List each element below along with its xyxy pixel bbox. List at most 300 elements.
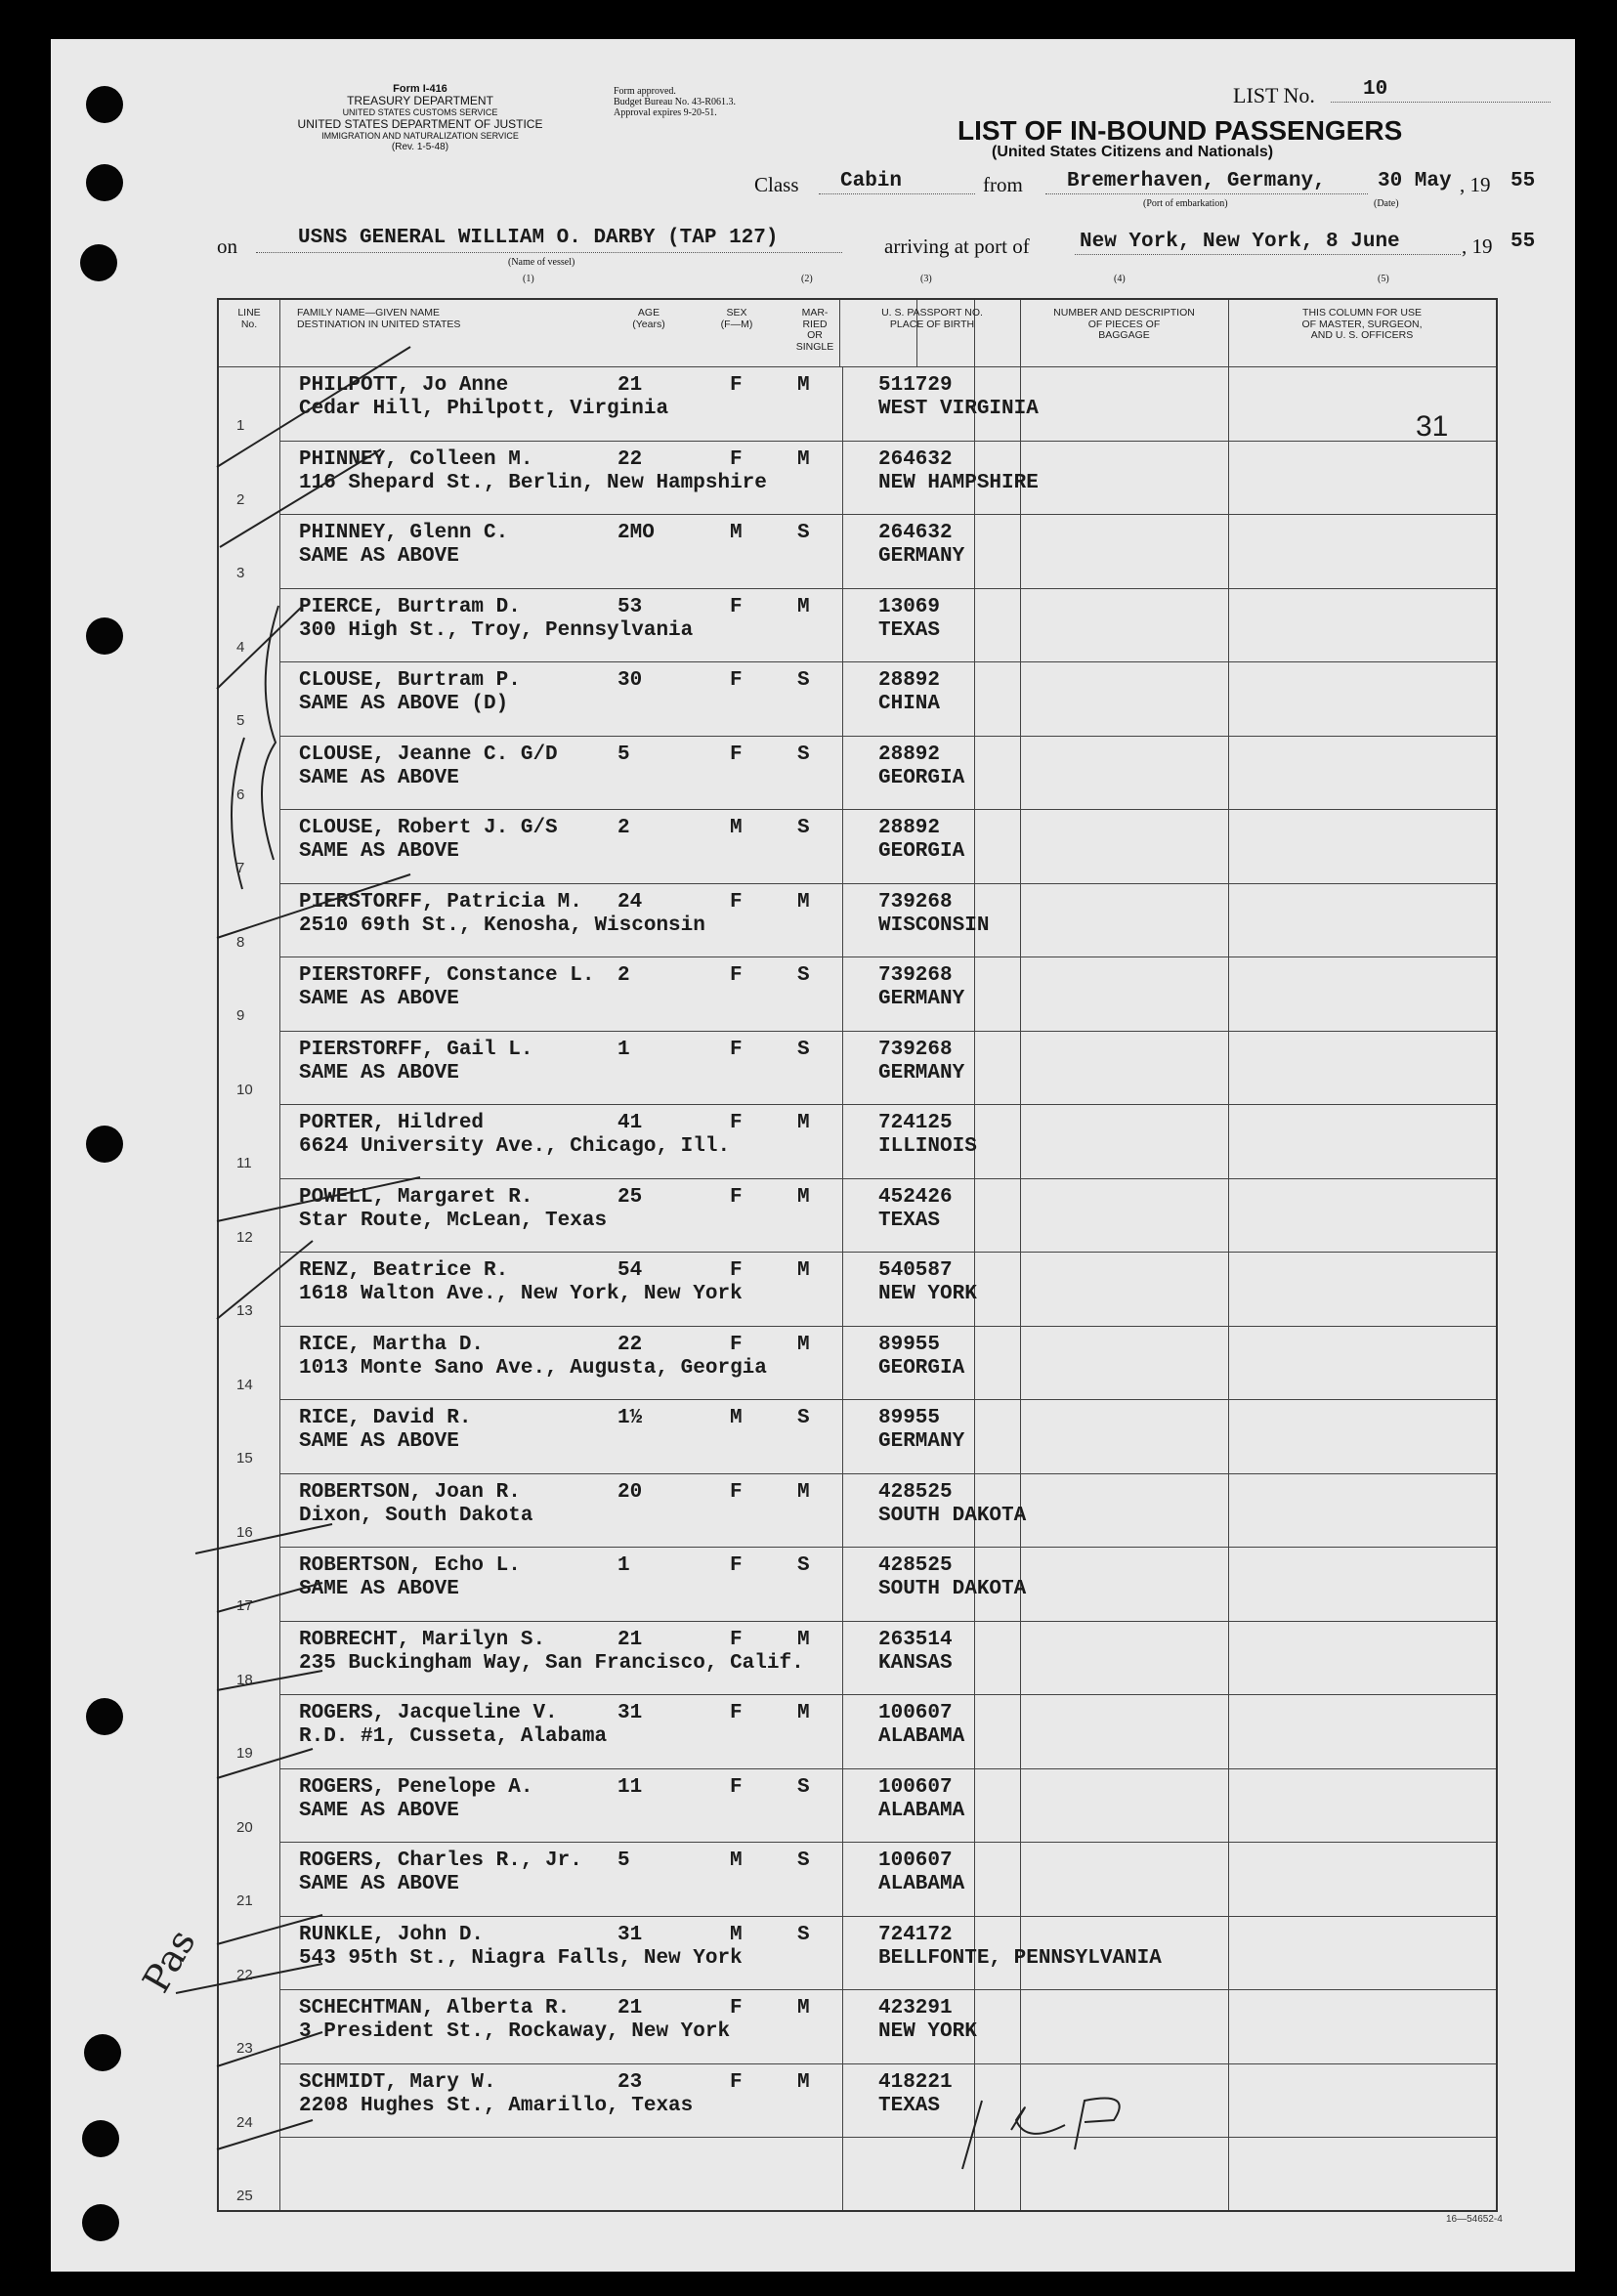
passenger-name: ROGERS, Penelope A. bbox=[299, 1775, 533, 1799]
col-num-3: (3) bbox=[920, 274, 932, 284]
line-number: 14 bbox=[236, 1376, 253, 1393]
place-of-birth: NEW HAMPSHIRE bbox=[878, 471, 1039, 494]
destination: 2208 Hughes St., Amarillo, Texas bbox=[299, 2094, 694, 2117]
passport-number: 263514 bbox=[878, 1628, 953, 1651]
col-officers: THIS COLUMN FOR USE OF MASTER, SURGEON, AND U. S. OFFICERS bbox=[1301, 307, 1423, 341]
col-num-5: (5) bbox=[1378, 274, 1389, 284]
place-of-birth: SOUTH DAKOTA bbox=[878, 1578, 1027, 1600]
passenger-table bbox=[217, 298, 1498, 2212]
sex: F bbox=[730, 1185, 743, 1209]
sex: F bbox=[730, 1775, 743, 1799]
row-divider bbox=[279, 1842, 1496, 1843]
sex: F bbox=[730, 1112, 743, 1134]
binder-hole bbox=[86, 1698, 123, 1735]
destination: Star Route, McLean, Texas bbox=[299, 1209, 608, 1232]
table-row bbox=[219, 736, 1496, 809]
table-row bbox=[219, 1104, 1496, 1177]
table-row bbox=[219, 588, 1496, 661]
table-row bbox=[219, 1842, 1496, 1915]
arrival-year-prefix: , 19 bbox=[1462, 234, 1493, 258]
passport-number: 739268 bbox=[878, 1038, 953, 1061]
approval-line-3: Approval expires 9-20-51. bbox=[614, 107, 717, 118]
marital-status: S bbox=[797, 964, 810, 987]
passport-number: 423291 bbox=[878, 1997, 953, 2020]
table-row bbox=[219, 661, 1496, 735]
form-title: LIST OF IN-BOUND PASSENGERS bbox=[957, 115, 1403, 146]
marital-status: S bbox=[797, 1038, 810, 1061]
table-row bbox=[219, 957, 1496, 1030]
destination: R.D. #1, Cusseta, Alabama bbox=[299, 1725, 608, 1748]
passport-number: 13069 bbox=[878, 595, 941, 618]
sex: F bbox=[730, 964, 743, 987]
table-row bbox=[219, 1694, 1496, 1767]
passport-number: 28892 bbox=[878, 743, 941, 766]
row-divider bbox=[279, 1252, 1496, 1253]
sex: F bbox=[730, 1628, 743, 1651]
footer-code: 16—54652-4 bbox=[1446, 2214, 1503, 2225]
age: 21 bbox=[617, 1628, 643, 1651]
line-number: 11 bbox=[236, 1155, 252, 1171]
sex: F bbox=[730, 1333, 743, 1356]
binder-hole bbox=[80, 244, 117, 281]
age: 22 bbox=[617, 447, 643, 471]
marital-status: S bbox=[797, 1407, 810, 1429]
place-of-birth: TEXAS bbox=[878, 1209, 941, 1232]
destination: 3 President St., Rockaway, New York bbox=[299, 2020, 731, 2043]
marital-status: M bbox=[797, 447, 810, 471]
approval-block bbox=[614, 86, 736, 118]
list-no-underline bbox=[1331, 102, 1551, 103]
age: 54 bbox=[617, 1259, 643, 1282]
marital-status: M bbox=[797, 1185, 810, 1209]
col-married: MAR- RIED OR SINGLE bbox=[795, 307, 834, 353]
age: 1 bbox=[617, 1554, 630, 1577]
passport-number: 89955 bbox=[878, 1407, 941, 1429]
row-divider bbox=[279, 441, 1496, 442]
arrival-underline bbox=[1075, 254, 1461, 255]
place-of-birth: CHINA bbox=[878, 693, 941, 715]
marital-status: M bbox=[797, 374, 810, 397]
arrival-port: New York, New York, 8 June bbox=[1080, 231, 1400, 253]
destination: 1013 Monte Sano Ave., Augusta, Georgia bbox=[299, 1356, 767, 1380]
age: 1½ bbox=[617, 1407, 643, 1429]
table-row bbox=[219, 1473, 1496, 1547]
passenger-name: PHILPOTT, Jo Anne bbox=[299, 374, 509, 397]
col-num-1: (1) bbox=[523, 274, 534, 284]
ins-service: IMMIGRATION AND NATURALIZATION SERVICE bbox=[321, 131, 519, 141]
line-number: 22 bbox=[236, 1966, 253, 1983]
line-number: 25 bbox=[236, 2188, 253, 2204]
marital-status: M bbox=[797, 1259, 810, 1282]
marital-status: S bbox=[797, 1775, 810, 1799]
table-row bbox=[219, 366, 1496, 443]
sex: M bbox=[730, 522, 743, 544]
age: 31 bbox=[617, 1702, 643, 1724]
passport-number: 428525 bbox=[878, 1480, 953, 1504]
table-row bbox=[219, 1989, 1496, 2062]
table-row bbox=[219, 1768, 1496, 1842]
passport-number: 418221 bbox=[878, 2070, 953, 2094]
age: 2MO bbox=[617, 522, 655, 544]
destination: SAME AS ABOVE bbox=[299, 988, 459, 1010]
row-divider bbox=[279, 1178, 1496, 1179]
line-number: 8 bbox=[236, 933, 245, 951]
passport-number: 724125 bbox=[878, 1112, 953, 1134]
line-number: 9 bbox=[236, 1007, 245, 1024]
line-number: 15 bbox=[236, 1450, 253, 1467]
passenger-name: ROGERS, Jacqueline V. bbox=[299, 1702, 558, 1724]
justice-dept: UNITED STATES DEPARTMENT OF JUSTICE bbox=[297, 117, 543, 131]
passport-number: 264632 bbox=[878, 522, 953, 544]
table-row bbox=[219, 1031, 1496, 1104]
marital-status: M bbox=[797, 1628, 810, 1651]
marital-status: S bbox=[797, 669, 810, 692]
row-divider bbox=[279, 1399, 1496, 1400]
marital-status: M bbox=[797, 890, 810, 914]
row-divider bbox=[279, 661, 1496, 662]
age: 23 bbox=[617, 2070, 643, 2094]
passenger-name: SCHECHTMAN, Alberta R. bbox=[299, 1997, 571, 2020]
place-of-birth: GERMANY bbox=[878, 1430, 965, 1453]
from-label: from bbox=[983, 173, 1023, 196]
sex: M bbox=[730, 1923, 743, 1946]
passport-number: 724172 bbox=[878, 1923, 953, 1946]
table-row bbox=[219, 1547, 1496, 1620]
row-divider bbox=[279, 1104, 1496, 1105]
binder-hole bbox=[86, 617, 123, 655]
row-divider bbox=[279, 1989, 1496, 1990]
destination: SAME AS ABOVE bbox=[299, 1061, 459, 1084]
line-number: 5 bbox=[236, 712, 245, 729]
place-of-birth: ALABAMA bbox=[878, 1873, 965, 1895]
table-row bbox=[219, 1326, 1496, 1399]
passenger-name: ROBRECHT, Marilyn S. bbox=[299, 1628, 546, 1651]
passport-number: 100607 bbox=[878, 1702, 953, 1724]
marital-status: M bbox=[797, 1480, 810, 1504]
line-number: 2 bbox=[236, 490, 245, 508]
destination: SAME AS ABOVE bbox=[299, 1430, 459, 1453]
col-num-2: (2) bbox=[801, 274, 813, 284]
passenger-name: ROGERS, Charles R., Jr. bbox=[299, 1850, 582, 1872]
line-number: 23 bbox=[236, 2040, 253, 2057]
list-no-value: 10 bbox=[1363, 78, 1388, 101]
line-number: 12 bbox=[236, 1228, 253, 1246]
age: 30 bbox=[617, 669, 643, 692]
destination: SAME AS ABOVE bbox=[299, 545, 459, 568]
sex: M bbox=[730, 817, 743, 839]
row-divider bbox=[279, 1473, 1496, 1474]
table-row bbox=[219, 883, 1496, 957]
destination: Cedar Hill, Philpott, Virginia bbox=[299, 398, 669, 420]
row-divider bbox=[279, 736, 1496, 737]
line-number: 24 bbox=[236, 2113, 253, 2131]
passenger-name: ROBERTSON, Joan R. bbox=[299, 1480, 521, 1504]
passenger-name: PHINNEY, Colleen M. bbox=[299, 447, 533, 471]
marital-status: M bbox=[797, 1702, 810, 1724]
destination: 235 Buckingham Way, San Francisco, Calif. bbox=[299, 1651, 804, 1675]
passenger-name: CLOUSE, Jeanne C. G/D bbox=[299, 743, 558, 766]
line-number: 21 bbox=[236, 1892, 253, 1909]
place-of-birth: WEST VIRGINIA bbox=[878, 398, 1039, 420]
passenger-name: PIERSTORFF, Gail L. bbox=[299, 1038, 533, 1061]
line-number: 7 bbox=[236, 860, 245, 876]
passport-number: 511729 bbox=[878, 374, 953, 397]
treasury-dept: TREASURY DEPARTMENT bbox=[347, 94, 493, 107]
age: 2 bbox=[617, 964, 630, 987]
passport-number: 28892 bbox=[878, 669, 941, 692]
sex: F bbox=[730, 447, 743, 471]
col-sex: SEX (F—M) bbox=[720, 307, 753, 330]
date-caption: (Date) bbox=[1374, 198, 1399, 209]
class-label: Class bbox=[754, 173, 799, 196]
line-number: 3 bbox=[236, 565, 245, 581]
destination: 116 Shepard St., Berlin, New Hampshire bbox=[299, 471, 767, 494]
destination: SAME AS ABOVE bbox=[299, 1873, 459, 1895]
table-row bbox=[219, 1252, 1496, 1325]
marital-status: M bbox=[797, 1112, 810, 1134]
row-divider bbox=[279, 1031, 1496, 1032]
marital-status: S bbox=[797, 522, 810, 544]
place-of-birth: NEW YORK bbox=[878, 1283, 977, 1305]
table-row bbox=[219, 1916, 1496, 1989]
place-of-birth: WISCONSIN bbox=[878, 914, 990, 937]
line-number: 18 bbox=[236, 1671, 253, 1688]
sex: F bbox=[730, 1259, 743, 1282]
passport-number: 739268 bbox=[878, 890, 953, 914]
marital-status: S bbox=[797, 1850, 810, 1872]
place-of-birth: NEW YORK bbox=[878, 2020, 977, 2043]
destination: 300 High St., Troy, Pennsylvania bbox=[299, 618, 694, 642]
destination: SAME AS ABOVE bbox=[299, 1799, 459, 1822]
form-subtitle: (United States Citizens and Nationals) bbox=[992, 144, 1274, 160]
line-number: 17 bbox=[236, 1597, 253, 1614]
binder-hole bbox=[82, 2120, 119, 2157]
sex: F bbox=[730, 1554, 743, 1577]
marital-status: S bbox=[797, 743, 810, 766]
passenger-name: PHINNEY, Glenn C. bbox=[299, 522, 509, 544]
from-value: Bremerhaven, Germany, bbox=[1067, 170, 1326, 192]
place-of-birth: ALABAMA bbox=[878, 1725, 965, 1748]
marital-status: S bbox=[797, 817, 810, 839]
sex: F bbox=[730, 1038, 743, 1061]
row-divider bbox=[279, 514, 1496, 515]
class-underline bbox=[819, 193, 975, 194]
line-number: 19 bbox=[236, 1745, 253, 1762]
passenger-name: PIERSTORFF, Patricia M. bbox=[299, 890, 582, 914]
passport-number: 28892 bbox=[878, 817, 941, 839]
age: 20 bbox=[617, 1480, 643, 1504]
vessel-underline bbox=[256, 252, 842, 253]
place-of-birth: GEORGIA bbox=[878, 1356, 965, 1380]
age: 31 bbox=[617, 1923, 643, 1946]
class-value: Cabin bbox=[840, 170, 903, 192]
passport-number: 100607 bbox=[878, 1850, 953, 1872]
line-number: 6 bbox=[236, 786, 245, 803]
col-num-4: (4) bbox=[1114, 274, 1126, 284]
form-agency-block bbox=[205, 83, 635, 153]
age: 21 bbox=[617, 374, 643, 397]
row-divider bbox=[279, 1694, 1496, 1695]
arriving-label: arriving at port of bbox=[884, 234, 1030, 258]
line-number: 20 bbox=[236, 1818, 253, 1836]
sex: F bbox=[730, 743, 743, 766]
sex: F bbox=[730, 374, 743, 397]
passport-number: 100607 bbox=[878, 1775, 953, 1799]
departure-year: 55 bbox=[1511, 170, 1536, 192]
passport-number: 89955 bbox=[878, 1333, 941, 1356]
passenger-name: RUNKLE, John D. bbox=[299, 1923, 485, 1946]
sex: F bbox=[730, 890, 743, 914]
passenger-name: CLOUSE, Burtram P. bbox=[299, 669, 521, 692]
place-of-birth: ALABAMA bbox=[878, 1799, 965, 1822]
customs-service: UNITED STATES CUSTOMS SERVICE bbox=[342, 107, 498, 117]
age: 1 bbox=[617, 1038, 630, 1061]
passport-number: 739268 bbox=[878, 964, 953, 987]
destination: 2510 69th St., Kenosha, Wisconsin bbox=[299, 914, 705, 937]
place-of-birth: SOUTH DAKOTA bbox=[878, 1504, 1027, 1527]
approval-line-2: Budget Bureau No. 43-R061.3. bbox=[614, 97, 736, 107]
from-caption: (Port of embarkation) bbox=[1143, 198, 1228, 209]
table-row bbox=[219, 514, 1496, 587]
table-row bbox=[219, 1178, 1496, 1252]
marital-status: S bbox=[797, 1923, 810, 1946]
col-baggage: NUMBER AND DESCRIPTION OF PIECES OF BAGGAGE bbox=[1053, 307, 1195, 341]
sex: F bbox=[730, 2070, 743, 2094]
col-passport: U. S. PASSPORT NO. PLACE OF BIRTH bbox=[881, 307, 983, 330]
sex: F bbox=[730, 1997, 743, 2020]
table-row bbox=[219, 809, 1496, 882]
table-row bbox=[219, 1399, 1496, 1472]
vessel-name: USNS GENERAL WILLIAM O. DARBY (TAP 127) bbox=[298, 227, 779, 249]
place-of-birth: TEXAS bbox=[878, 2094, 941, 2117]
revision: (Rev. 1-5-48) bbox=[391, 142, 449, 152]
sex: F bbox=[730, 595, 743, 618]
age: 41 bbox=[617, 1112, 643, 1134]
line-number: 4 bbox=[236, 638, 245, 656]
age: 2 bbox=[617, 817, 630, 839]
passenger-name: POWELL, Margaret R. bbox=[299, 1185, 533, 1209]
officer-note: 31 bbox=[1416, 410, 1449, 443]
age: 5 bbox=[617, 743, 630, 766]
place-of-birth: KANSAS bbox=[878, 1651, 953, 1675]
age: 5 bbox=[617, 1850, 630, 1872]
destination: SAME AS ABOVE (D) bbox=[299, 693, 509, 715]
table-row bbox=[219, 1621, 1496, 1694]
passenger-name: ROBERTSON, Echo L. bbox=[299, 1554, 521, 1577]
place-of-birth: ILLINOIS bbox=[878, 1135, 977, 1158]
passenger-name: RENZ, Beatrice R. bbox=[299, 1259, 509, 1282]
passenger-name: CLOUSE, Robert J. G/S bbox=[299, 817, 558, 839]
row-divider bbox=[279, 1326, 1496, 1327]
place-of-birth: GEORGIA bbox=[878, 766, 965, 789]
row-divider bbox=[279, 1916, 1496, 1917]
row-divider bbox=[279, 1547, 1496, 1548]
place-of-birth: GERMANY bbox=[878, 1061, 965, 1084]
from-underline bbox=[1045, 193, 1368, 194]
table-row bbox=[219, 2063, 1496, 2137]
sex: M bbox=[730, 1407, 743, 1429]
binder-hole bbox=[86, 1126, 123, 1163]
row-divider bbox=[279, 1621, 1496, 1622]
sex: F bbox=[730, 1702, 743, 1724]
age: 25 bbox=[617, 1185, 643, 1209]
row-divider bbox=[279, 588, 1496, 589]
passenger-name: RICE, Martha D. bbox=[299, 1333, 485, 1356]
col-age: AGE (Years) bbox=[632, 307, 665, 330]
approval-line-1: Form approved. bbox=[614, 86, 676, 97]
binder-hole bbox=[84, 2034, 121, 2071]
table-row bbox=[219, 441, 1496, 514]
line-number: 16 bbox=[236, 1523, 253, 1541]
row-divider bbox=[279, 2063, 1496, 2064]
on-label: on bbox=[217, 234, 237, 258]
destination: 543 95th St., Niagra Falls, New York bbox=[299, 1946, 743, 1970]
place-of-birth: GEORGIA bbox=[878, 840, 965, 863]
arrival-year: 55 bbox=[1511, 231, 1536, 253]
age: 11 bbox=[617, 1775, 643, 1799]
marital-status: M bbox=[797, 1997, 810, 2020]
col-line-no: LINE No. bbox=[237, 307, 261, 330]
list-no-label: LIST No. bbox=[1233, 83, 1315, 107]
sex: F bbox=[730, 669, 743, 692]
passenger-name: RICE, David R. bbox=[299, 1407, 472, 1429]
passenger-name: PIERCE, Burtram D. bbox=[299, 595, 521, 618]
row-divider bbox=[279, 883, 1496, 884]
place-of-birth: BELLFONTE, PENNSYLVANIA bbox=[878, 1946, 1162, 1970]
binder-hole bbox=[86, 86, 123, 123]
age: 24 bbox=[617, 890, 643, 914]
row-divider bbox=[279, 809, 1496, 810]
age: 21 bbox=[617, 1997, 643, 2020]
destination: 1618 Walton Ave., New York, New York bbox=[299, 1283, 743, 1305]
passport-number: 452426 bbox=[878, 1185, 953, 1209]
age: 53 bbox=[617, 595, 643, 618]
place-of-birth: GERMANY bbox=[878, 988, 965, 1010]
age: 22 bbox=[617, 1333, 643, 1356]
line-number: 1 bbox=[236, 417, 245, 434]
destination: 6624 University Ave., Chicago, Ill. bbox=[299, 1135, 731, 1158]
sex: F bbox=[730, 1480, 743, 1504]
binder-hole bbox=[82, 2204, 119, 2241]
destination: Dixon, South Dakota bbox=[299, 1504, 533, 1527]
marital-status: M bbox=[797, 1333, 810, 1356]
margin-handwriting: Pas bbox=[134, 1922, 204, 2000]
passenger-name: PORTER, Hildred bbox=[299, 1112, 485, 1134]
place-of-birth: TEXAS bbox=[878, 618, 941, 642]
col-name: FAMILY NAME—GIVEN NAME DESTINATION IN UNITED STATES bbox=[297, 307, 461, 330]
line-number: 10 bbox=[236, 1081, 253, 1098]
row-divider bbox=[279, 1768, 1496, 1769]
passport-number: 264632 bbox=[878, 447, 953, 471]
destination: SAME AS ABOVE bbox=[299, 766, 459, 789]
row-divider bbox=[279, 2137, 1496, 2138]
table-row bbox=[219, 2137, 1496, 2210]
line-number: 13 bbox=[236, 1302, 253, 1319]
passenger-name: SCHMIDT, Mary W. bbox=[299, 2070, 496, 2094]
departure-date: 30 May bbox=[1378, 170, 1452, 192]
vessel-caption: (Name of vessel) bbox=[508, 257, 575, 268]
marital-status: M bbox=[797, 2070, 810, 2094]
destination: SAME AS ABOVE bbox=[299, 1578, 459, 1600]
destination: SAME AS ABOVE bbox=[299, 840, 459, 863]
place-of-birth: GERMANY bbox=[878, 545, 965, 568]
binder-hole bbox=[86, 164, 123, 201]
form-number: Form I-416 bbox=[393, 83, 447, 95]
sex: M bbox=[730, 1850, 743, 1872]
marital-status: S bbox=[797, 1554, 810, 1577]
marital-status: M bbox=[797, 595, 810, 618]
passenger-name: PIERSTORFF, Constance L. bbox=[299, 964, 595, 987]
